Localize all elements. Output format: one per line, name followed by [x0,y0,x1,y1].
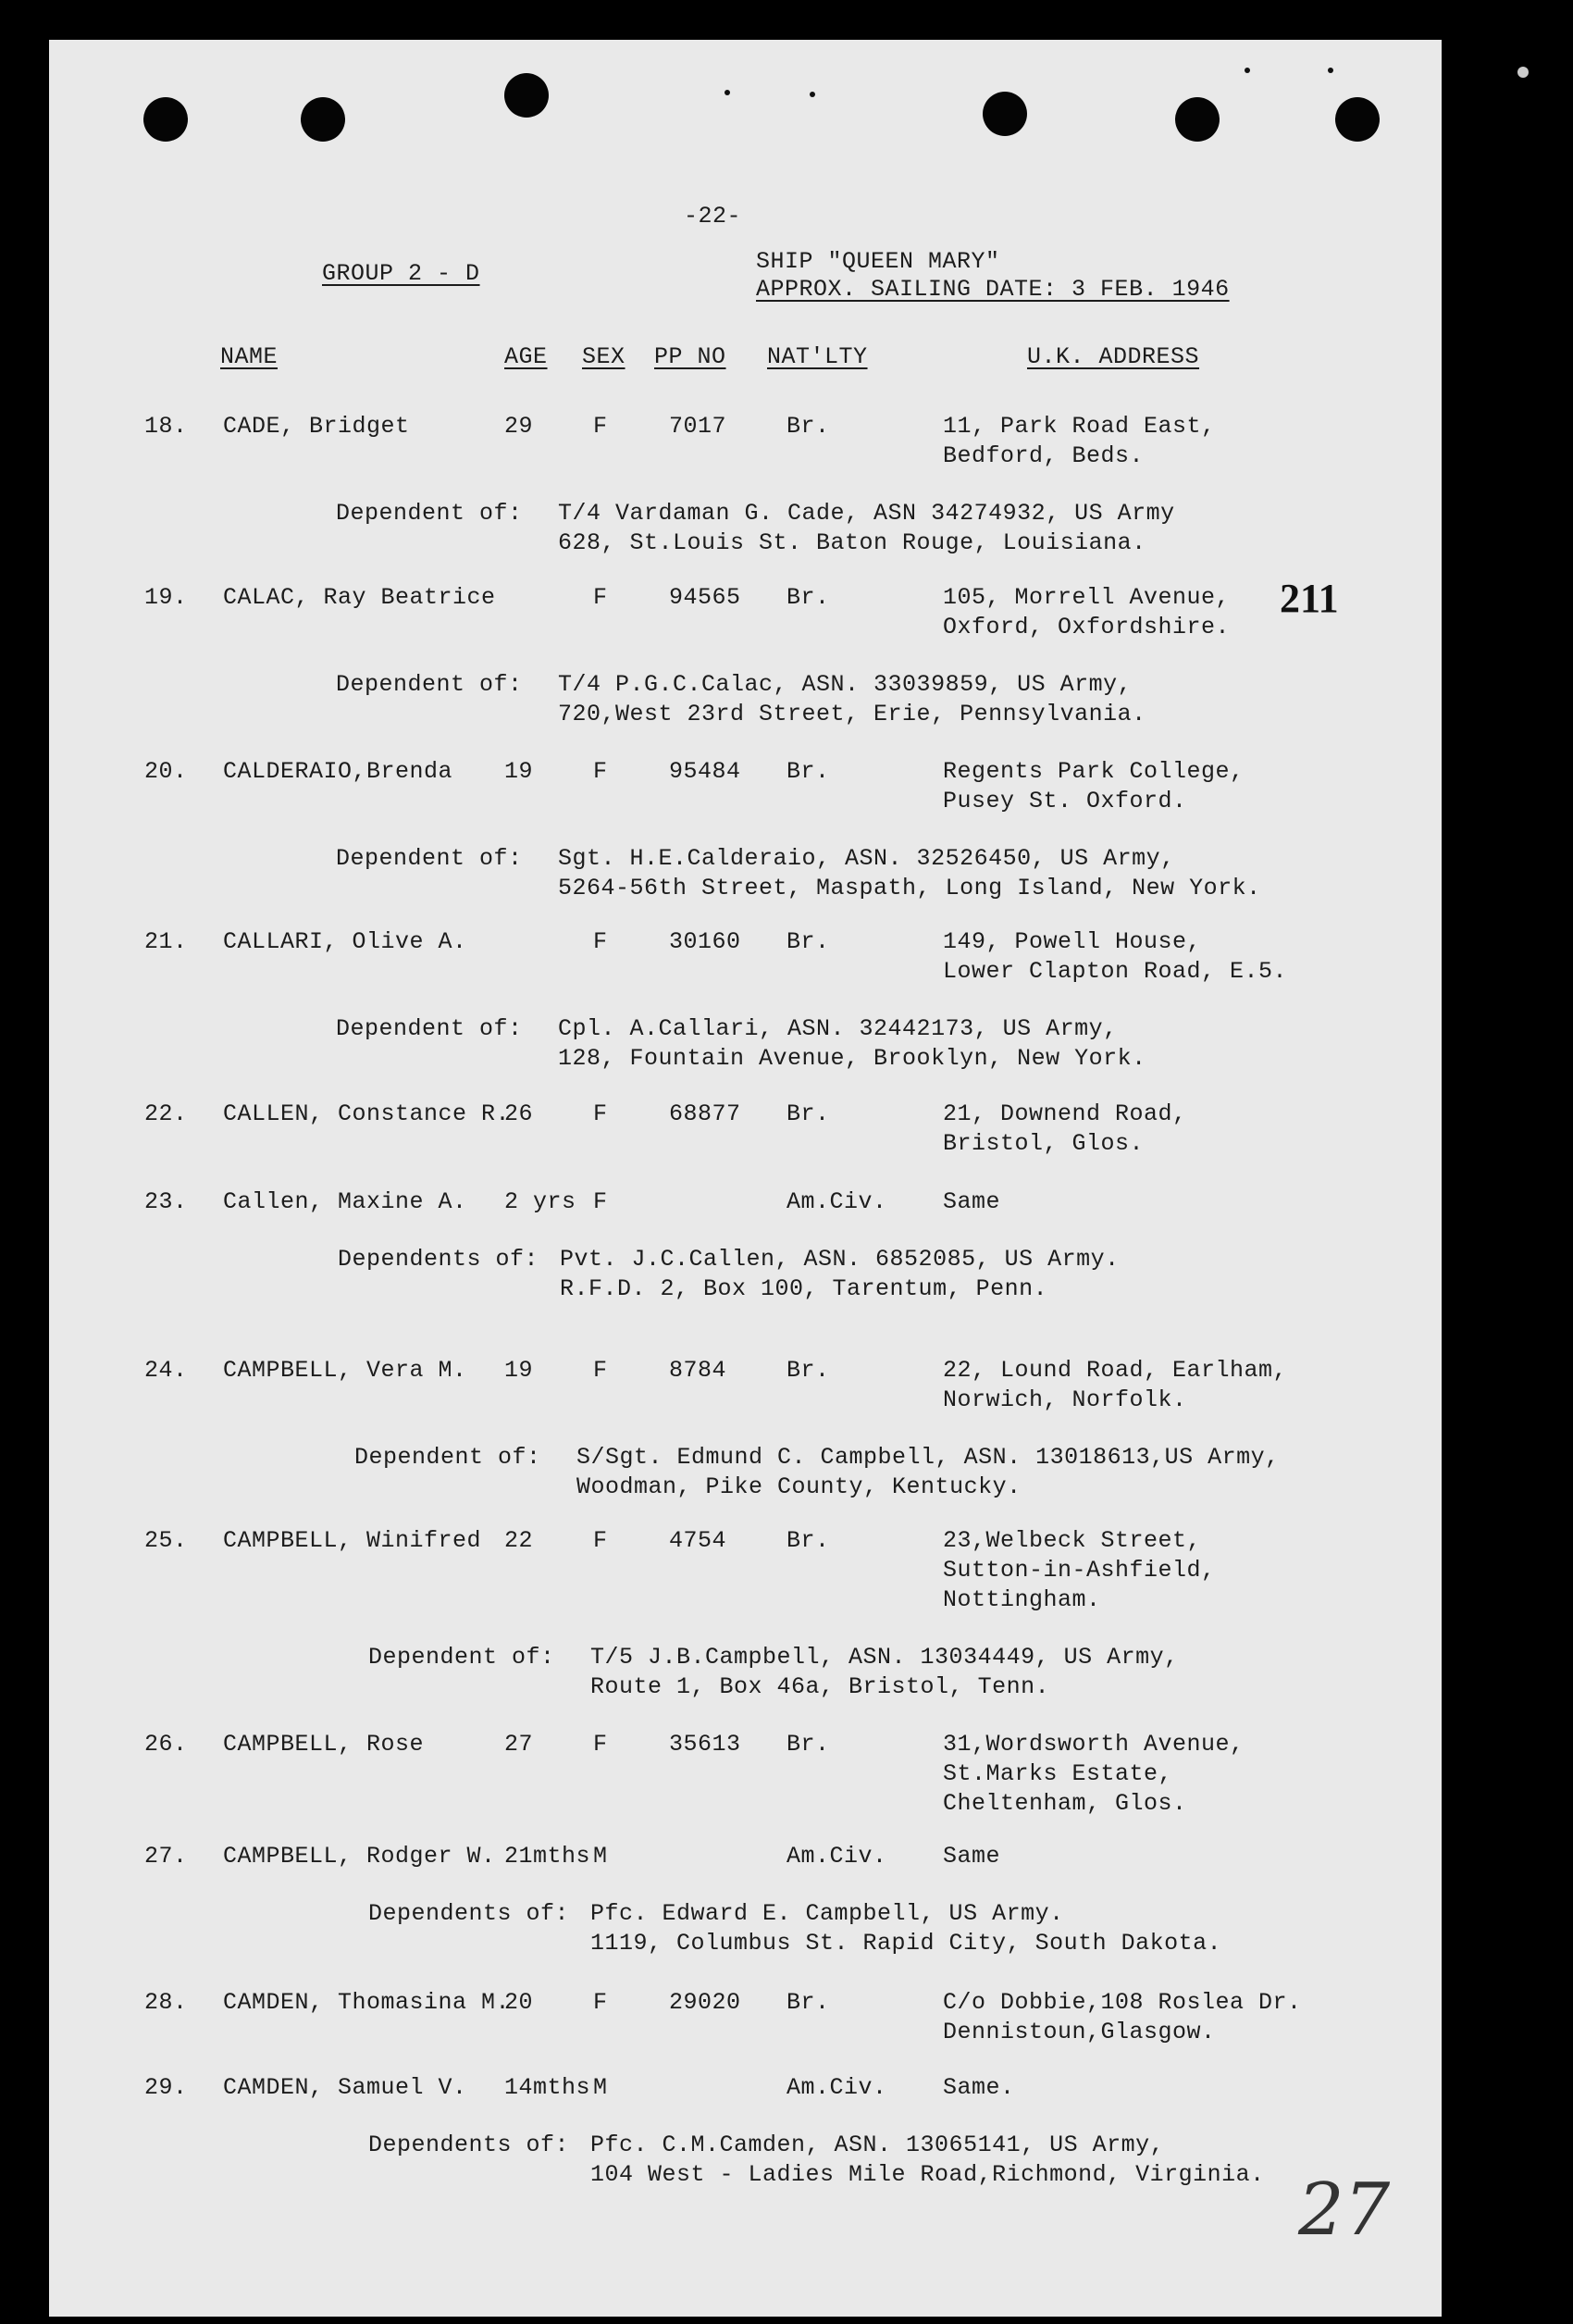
header-nationality: NAT'LTY [767,343,868,370]
uk-address-line: 31,Wordsworth Avenue, [943,1731,1245,1758]
entry-number: 18. [144,413,188,440]
passenger-age: 20 [504,1989,534,2016]
dependent-label: Dependents of: [338,1246,539,1273]
passenger-name: CAMPBELL, Rodger W. [223,1843,496,1870]
sponsor-line: Woodman, Pike County, Kentucky. [576,1473,1022,1500]
punch-hole [143,97,188,142]
dependent-label: Dependents of: [368,2131,570,2158]
nationality: Br. [786,928,830,955]
passenger-name: CAMDEN, Samuel V. [223,2074,467,2101]
passenger-age: 27 [504,1731,534,1758]
sailing-date: APPROX. SAILING DATE: 3 FEB. 1946 [756,276,1230,303]
sponsor-line: 104 West - Ladies Mile Road,Richmond, Virginia. [590,2161,1265,2188]
dependent-label: Dependent of: [336,671,523,698]
page-number: -22- [684,203,742,230]
uk-address-line: Pusey St. Oxford. [943,788,1187,814]
passport-number: 4754 [669,1527,727,1554]
nationality: Br. [786,413,830,440]
dependent-label: Dependent of: [336,500,523,527]
uk-address-line: St.Marks Estate, [943,1760,1173,1787]
sponsor-line: Route 1, Box 46a, Bristol, Tenn. [590,1673,1050,1700]
passport-number: 95484 [669,758,741,785]
dependent-label: Dependent of: [368,1644,555,1671]
passenger-sex: F [593,1357,608,1384]
entry-number: 21. [144,928,188,955]
passenger-name: CALDERAIO,Brenda [223,758,453,785]
passenger-age: 22 [504,1527,534,1554]
sponsor-line: T/5 J.B.Campbell, ASN. 13034449, US Army, [590,1644,1179,1671]
document-page [49,40,1442,2317]
nationality: Am.Civ. [786,1843,887,1870]
entry-number: 19. [144,584,188,611]
header-sex: SEX [582,343,625,370]
handwritten-number: 27 [1298,2169,1391,2252]
sponsor-line: 5264-56th Street, Maspath, Long Island, New York. [558,875,1261,901]
speck [1517,67,1529,78]
entry-number: 26. [144,1731,188,1758]
passenger-age: 14mths [504,2074,591,2101]
uk-address-line: Same [943,1188,1001,1215]
punch-hole [983,92,1027,136]
passenger-sex: M [593,2074,608,2101]
uk-address-line: Bedford, Beds. [943,442,1145,469]
punch-hole [301,97,345,142]
passenger-age: 21mths [504,1843,591,1870]
passenger-sex: F [593,584,608,611]
uk-address-line: 11, Park Road East, [943,413,1216,440]
passenger-sex: F [593,1731,608,1758]
passenger-sex: F [593,413,608,440]
header-age: AGE [504,343,548,370]
passenger-sex: F [593,1188,608,1215]
passenger-name: Callen, Maxine A. [223,1188,467,1215]
nationality: Br. [786,1357,830,1384]
passenger-sex: F [593,1989,608,2016]
header-pp: PP NO [654,343,726,370]
nationality: Br. [786,1731,830,1758]
passport-number: 30160 [669,928,741,955]
sponsor-line: Sgt. H.E.Calderaio, ASN. 32526450, US Army, [558,845,1175,872]
uk-address-line: C/o Dobbie,108 Roslea Dr. [943,1989,1302,2016]
passenger-name: CALLEN, Constance R. [223,1100,511,1127]
sponsor-line: 720,West 23rd Street, Erie, Pennsylvania. [558,701,1146,727]
sponsor-line: Cpl. A.Callari, ASN. 32442173, US Army, [558,1015,1118,1042]
passport-number: 35613 [669,1731,741,1758]
sponsor-line: T/4 P.G.C.Calac, ASN. 33039859, US Army, [558,671,1133,698]
nationality: Br. [786,758,830,785]
nationality: Am.Civ. [786,1188,887,1215]
uk-address-line: Cheltenham, Glos. [943,1790,1187,1817]
speck [810,92,815,97]
uk-address-line: Oxford, Oxfordshire. [943,614,1231,640]
entry-number: 28. [144,1989,188,2016]
sponsor-line: 1119, Columbus St. Rapid City, South Dakota. [590,1930,1222,1957]
uk-address-line: Regents Park College, [943,758,1245,785]
passenger-sex: M [593,1843,608,1870]
speck [725,90,730,95]
uk-address-line: Same [943,1843,1001,1870]
punch-hole [1335,97,1380,142]
sponsor-line: Pfc. Edward E. Campbell, US Army. [590,1900,1064,1927]
passenger-name: CALLARI, Olive A. [223,928,467,955]
passenger-name: CALAC, Ray Beatrice [223,584,496,611]
passenger-name: CADE, Bridget [223,413,410,440]
nationality: Br. [786,1527,830,1554]
uk-address-line: 22, Lound Road, Earlham, [943,1357,1288,1384]
dependent-label: Dependent of: [354,1444,541,1471]
dependent-label: Dependent of: [336,845,523,872]
ship-name: SHIP "QUEEN MARY" [756,248,1000,275]
nationality: Am.Civ. [786,2074,887,2101]
sponsor-line: 128, Fountain Avenue, Brooklyn, New York. [558,1045,1146,1072]
nationality: Br. [786,584,830,611]
passenger-sex: F [593,928,608,955]
entry-number: 24. [144,1357,188,1384]
passport-number: 29020 [669,1989,741,2016]
sponsor-line: Pfc. C.M.Camden, ASN. 13065141, US Army, [590,2131,1165,2158]
sponsor-line: R.F.D. 2, Box 100, Tarentum, Penn. [560,1275,1048,1302]
uk-address-line: 23,Welbeck Street, [943,1527,1202,1554]
entry-number: 20. [144,758,188,785]
passenger-name: CAMPBELL, Winifred [223,1527,482,1554]
uk-address-line: Sutton-in-Ashfield, [943,1557,1216,1584]
speck [1328,68,1333,73]
sponsor-line: 628, St.Louis St. Baton Rouge, Louisiana. [558,529,1146,556]
dependent-label: Dependent of: [336,1015,523,1042]
stamped-number: 211 [1280,576,1339,621]
sponsor-line: T/4 Vardaman G. Cade, ASN 34274932, US Army [558,500,1175,527]
passenger-sex: F [593,758,608,785]
sponsor-line: Pvt. J.C.Callen, ASN. 6852085, US Army. [560,1246,1120,1273]
passenger-age: 19 [504,758,534,785]
punch-hole [504,73,549,118]
entry-number: 27. [144,1843,188,1870]
passenger-sex: F [593,1527,608,1554]
uk-address-line: Norwich, Norfolk. [943,1386,1187,1413]
passenger-name: CAMPBELL, Vera M. [223,1357,467,1384]
sponsor-line: S/Sgt. Edmund C. Campbell, ASN. 13018613,US Army, [576,1444,1280,1471]
passenger-name: CAMDEN, Thomasina M. [223,1989,511,2016]
passenger-age: 19 [504,1357,534,1384]
group-label: GROUP 2 - D [322,260,480,287]
punch-hole [1175,97,1220,142]
header-name: NAME [220,343,279,370]
nationality: Br. [786,1100,830,1127]
uk-address-line: Lower Clapton Road, E.5. [943,958,1288,985]
entry-number: 22. [144,1100,188,1127]
uk-address-line: Nottingham. [943,1586,1101,1613]
uk-address-line: Bristol, Glos. [943,1130,1145,1157]
passport-number: 7017 [669,413,727,440]
passport-number: 68877 [669,1100,741,1127]
passport-number: 8784 [669,1357,727,1384]
uk-address-line: 105, Morrell Avenue, [943,584,1231,611]
uk-address-line: 149, Powell House, [943,928,1202,955]
speck [1245,68,1250,73]
dependent-label: Dependents of: [368,1900,570,1927]
passenger-name: CAMPBELL, Rose [223,1731,425,1758]
uk-address-line: 21, Downend Road, [943,1100,1187,1127]
header-address: U.K. ADDRESS [1027,343,1200,370]
passenger-sex: F [593,1100,608,1127]
entry-number: 29. [144,2074,188,2101]
passport-number: 94565 [669,584,741,611]
entry-number: 23. [144,1188,188,1215]
passenger-age: 26 [504,1100,534,1127]
nationality: Br. [786,1989,830,2016]
uk-address-line: Dennistoun,Glasgow. [943,2019,1216,2045]
passenger-age: 29 [504,413,534,440]
entry-number: 25. [144,1527,188,1554]
uk-address-line: Same. [943,2074,1015,2101]
passenger-age: 2 yrs [504,1188,576,1215]
